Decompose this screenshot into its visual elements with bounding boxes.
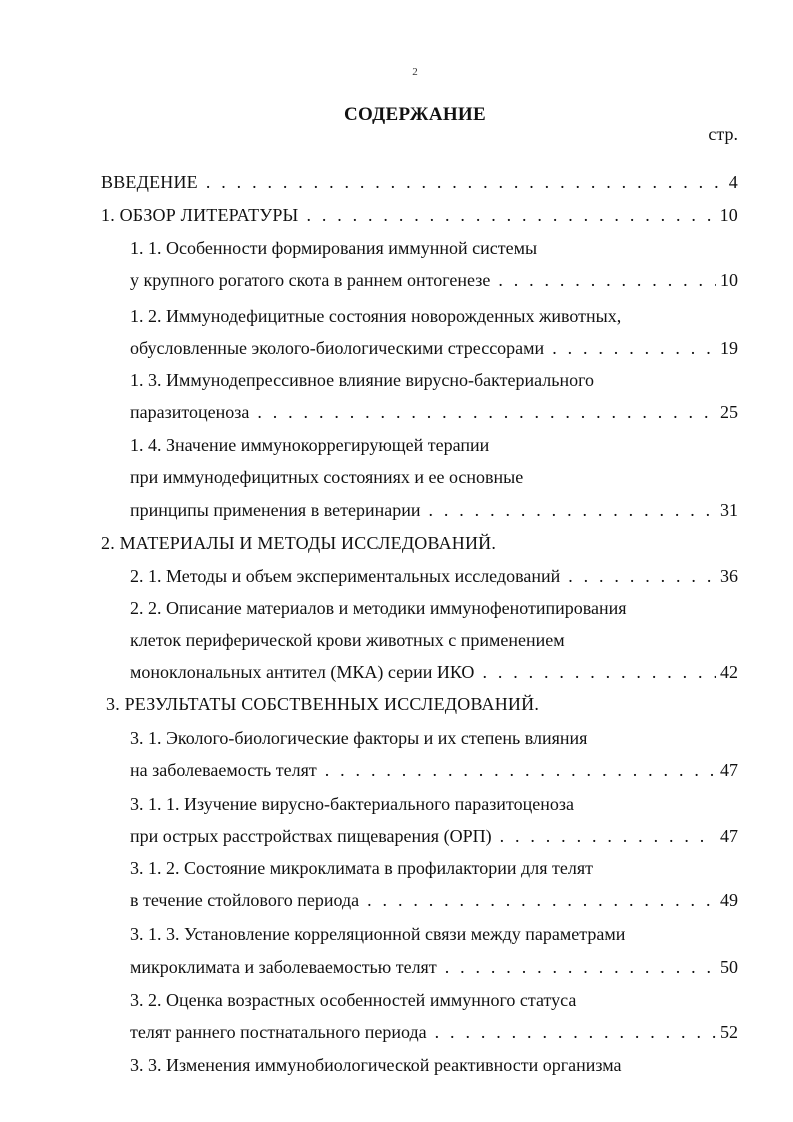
toc-entry-3-1-2-line-1: 3. 1. 2. Состояние микроклимата в профилактории для телят — [130, 858, 593, 878]
toc-entry-3-1-2 — [130, 888, 738, 912]
toc-entry-2-2-line-1: 2. 2. Описание материалов и методики иммунофенотипирования — [130, 598, 627, 618]
dot-leader — [552, 336, 716, 360]
toc-entry-3-1-line-1: 3. 1. Эколого-биологические факторы и их степень влияния — [130, 728, 588, 748]
toc-page-number: 47 — [720, 826, 738, 846]
toc-entry-title: принципы применения в ветеринарии — [130, 500, 421, 520]
toc-entry-title: у крупного рогатого скота в раннем онтогенезе — [130, 270, 491, 290]
toc-entry-title: микроклимата и заболеваемостью телят — [130, 957, 437, 977]
toc-entry-1-4 — [130, 498, 738, 522]
toc-page-number: 52 — [720, 1022, 738, 1042]
toc-entry-1-2-line-1: 1. 2. Иммунодефицитные состояния новорожденных животных, — [130, 306, 622, 326]
toc-entry-title: моноклональных антител (МКА) серии ИКО — [130, 662, 475, 682]
toc-entry-title: в течение стойлового периода — [130, 890, 360, 910]
toc-entry-title: 1. ОБЗОР ЛИТЕРАТУРЫ — [101, 205, 299, 225]
toc-entry-2-1 — [130, 564, 738, 588]
toc-entry-1-4-line-2: при иммунодефицитных состояниях и ее основные — [130, 467, 524, 487]
toc-entry-title: телят раннего постнатального периода — [130, 1022, 427, 1042]
toc-page-number: 25 — [720, 402, 738, 422]
toc-entry-chapter-2: 2. МАТЕРИАЛЫ И МЕТОДЫ ИССЛЕДОВАНИЙ. — [101, 533, 497, 553]
toc-entry-1-3 — [130, 400, 738, 424]
toc-entry-title: паразитоценоза — [130, 402, 250, 422]
toc-entry-3-1 — [130, 758, 738, 782]
page-title: СОДЕРЖАНИЕ — [344, 104, 486, 125]
toc-page-number: 10 — [720, 270, 738, 290]
dot-leader — [568, 564, 716, 588]
toc-entry-1-1-line-1: 1. 1. Особенности формирования иммунной системы — [130, 238, 538, 258]
toc-entry-3-1-1 — [130, 824, 738, 848]
toc-entry-1-1 — [130, 268, 738, 292]
toc-entry-title: обусловленные эколого-биологическими стрессорами — [130, 338, 545, 358]
dot-leader — [482, 660, 716, 684]
toc-entry-1-4-line-1: 1. 4. Значение иммунокоррегирующей терапии — [130, 435, 490, 455]
toc-entry-3-1-1-line-1: 3. 1. 1. Изучение вирусно-бактериального паразитоценоза — [130, 794, 574, 814]
toc-page-number: 42 — [720, 662, 738, 682]
dot-leader — [306, 203, 715, 227]
toc-page-number: 50 — [720, 957, 738, 977]
toc-entry-chapter-3: 3. РЕЗУЛЬТАТЫ СОБСТВЕННЫХ ИССЛЕДОВАНИЙ. — [106, 694, 540, 714]
toc-page-number: 31 — [720, 500, 738, 520]
dot-leader — [257, 400, 716, 424]
page-number: 2 — [412, 66, 418, 78]
toc-entry-chapter-1 — [101, 203, 738, 227]
toc-entry-title: ВВЕДЕНИЕ — [101, 172, 198, 192]
toc-entry-1-3-line-1: 1. 3. Иммунодепрессивное влияние вирусно-бактериального — [130, 370, 595, 390]
toc-entry-title: на заболеваемость телят — [130, 760, 317, 780]
page-column-label: стр. — [708, 124, 738, 144]
dot-leader — [428, 498, 716, 522]
toc-entry-title: 2. 1. Методы и объем экспериментальных исследований — [130, 566, 561, 586]
dot-leader — [445, 955, 716, 979]
toc-entry-introduction — [101, 170, 738, 194]
dot-leader — [498, 268, 716, 292]
dot-leader — [435, 1020, 716, 1044]
dot-leader — [325, 758, 716, 782]
toc-entry-2-2-line-2: клеток периферической крови животных с применением — [130, 630, 565, 650]
dot-leader — [500, 824, 716, 848]
toc-entry-2-2 — [130, 660, 738, 684]
dot-leader — [367, 888, 716, 912]
toc-page-number: 36 — [720, 566, 738, 586]
toc-entry-3-1-3 — [130, 955, 738, 979]
toc-entry-3-1-3-line-1: 3. 1. 3. Установление корреляционной связи между параметрами — [130, 924, 626, 944]
toc-page-number: 49 — [720, 890, 738, 910]
toc-page-number: 10 — [719, 205, 738, 225]
toc-entry-3-3-line-1: 3. 3. Изменения иммунобиологической реактивности организма — [130, 1055, 622, 1075]
toc-entry-3-2 — [130, 1020, 738, 1044]
toc-page-number: 47 — [720, 760, 738, 780]
toc-entry-3-2-line-1: 3. 2. Оценка возрастных особенностей иммунного статуса — [130, 990, 577, 1010]
toc-entry-1-2 — [130, 336, 738, 360]
toc-page-number: 4 — [728, 172, 738, 192]
dot-leader — [206, 170, 725, 194]
toc-page-number: 19 — [720, 338, 738, 358]
toc-entry-title: при острых расстройствах пищеварения (ОРП) — [130, 826, 492, 846]
